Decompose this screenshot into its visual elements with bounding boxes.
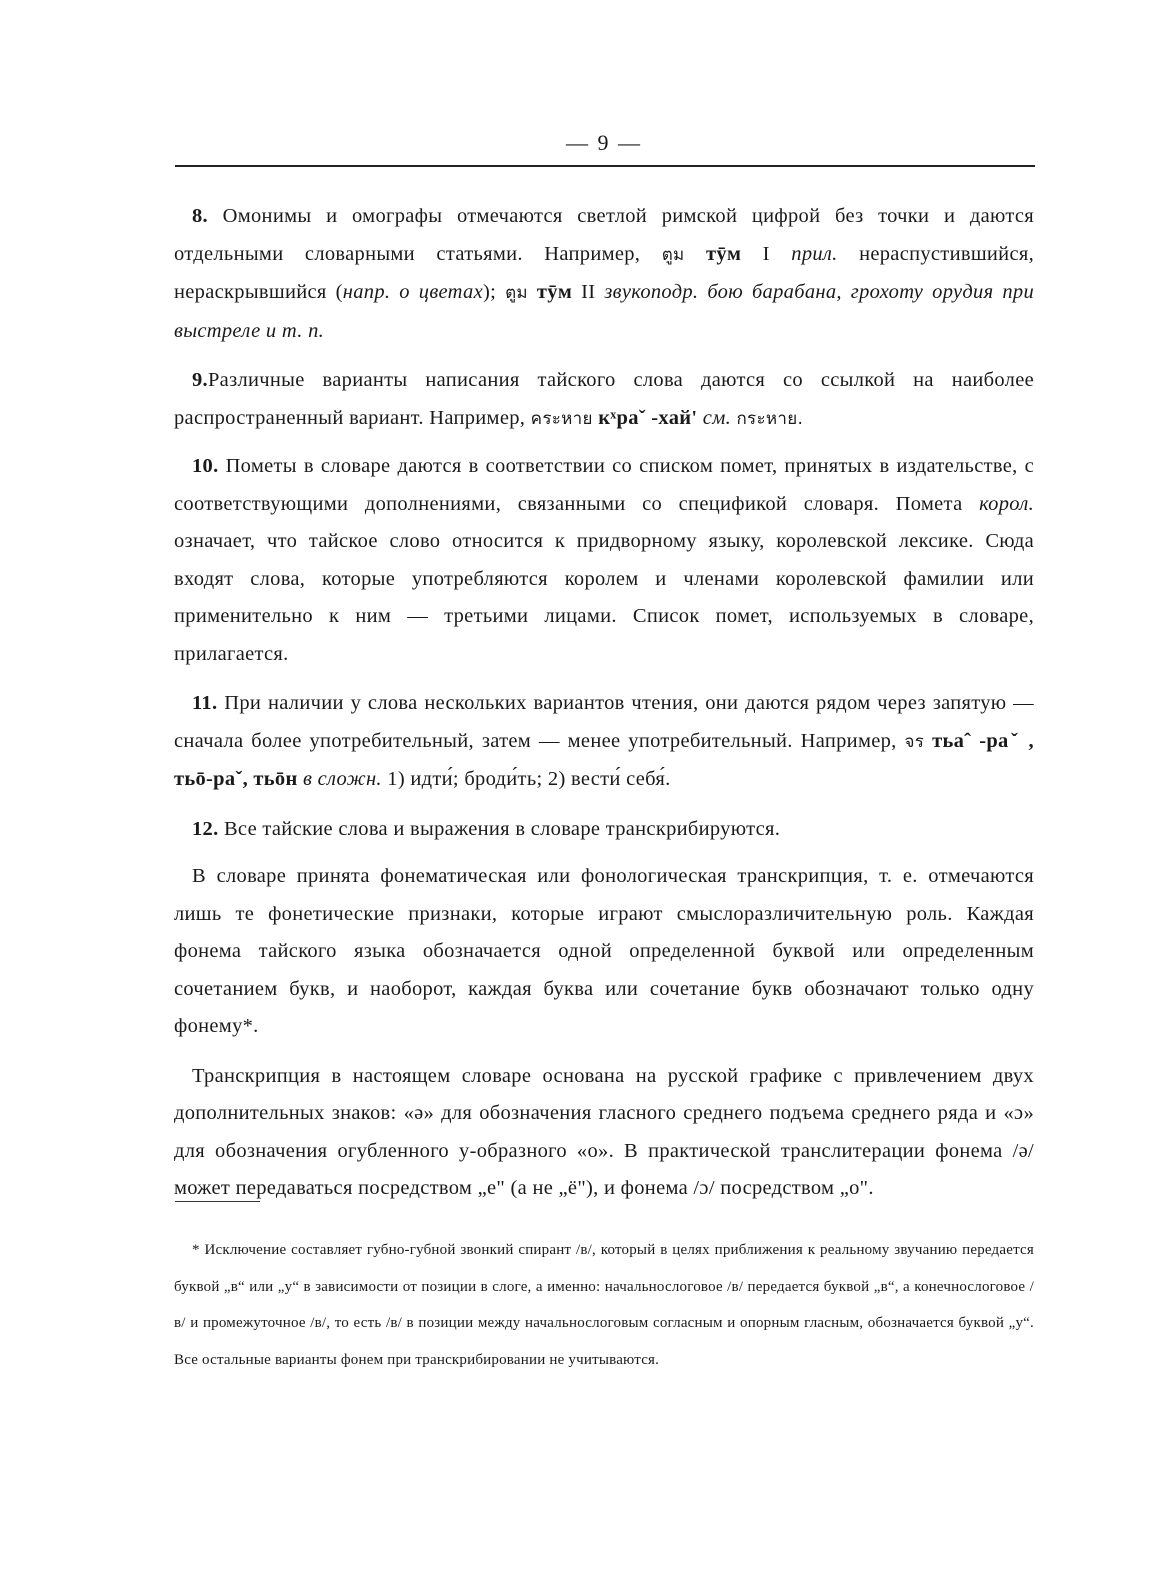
paragraph-text: Омонимы и омографы отмечаются светлой римской цифрой без точки и даются отдельными словарными статьями. Например,	[174, 205, 1034, 265]
paragraph-8	[174, 198, 1034, 350]
usage-mark: напр. о цветах	[342, 281, 483, 303]
transcription: кˣраˇ -хай'	[592, 406, 698, 429]
thai-word: จร	[904, 731, 925, 752]
header-rule	[175, 165, 1035, 167]
paragraph-number: 12.	[192, 817, 219, 840]
paragraph-number: 9.	[192, 369, 208, 391]
reference-mark: см.	[697, 406, 732, 429]
paragraph-text: );	[482, 281, 506, 303]
paragraph-graphics: Транскрипция в настоящем словаре основана на русской графике с привлечением двух дополнительных знаков: «ə» для обозначения гласного среднего подъема среднего ряда и «ɔ» для обозначения огубленного у-образного «о». В практической транслитерации фонема /ə/ может передаваться посредством „е" (а не „ё"), и фонема /ɔ/ посредством „о".	[174, 1064, 1034, 1199]
transcription: тӯм	[684, 242, 742, 265]
footnote	[174, 1232, 1034, 1378]
paragraph-transcription: В словаре принята фонематическая или фонологическая транскрипция, т. е. отмечаются лишь те фонетические признаки, которые играют смыслоразличительную роль. Каждая фонема тайского языка обозначается одной определенной буквой или определенным сочетанием букв, и наоборот, каждая буква или сочетание букв обозначают только одну фонему*.	[174, 865, 1034, 1037]
paragraph-text: I	[741, 242, 792, 265]
thai-word: ตูม	[505, 283, 528, 303]
footnote-text: * Исключение составляет губно-губной звонкий спирант /в/, который в целях приближения к реальному звучанию передается буквой „в“ или „у“ в зависимости от позиции в слоге, а именно: начальнослоговое /в/ передается буквой „в“, а конечнослоговое /в/ и промежуточное /в/, то есть /в/ в позиции между начальнослоговым согласным и опорным гласным, обозначается буквой „у“. Все остальные варианты фонем при транскрибировании не учитываются.	[174, 1242, 1034, 1368]
transcription: тьаˆ -раˇ , тьō-раˇ, тьōн	[174, 729, 1034, 790]
paragraph-12	[174, 811, 1034, 849]
footnote-rule	[175, 1201, 260, 1202]
main-text	[174, 198, 1034, 1220]
paragraph-text: II	[572, 281, 605, 303]
paragraph-text: При наличии у слова нескольких вариантов чтения, они даются рядом через запятую — сначала более употребительный, затем — менее употребительный. Например,	[174, 692, 1034, 752]
page-number: — 9 —	[566, 130, 642, 155]
paragraph-text: нераспустившийся, нераскрывшийся (	[174, 242, 1034, 303]
paragraph-10	[174, 448, 1034, 673]
transcription: тӯм	[527, 281, 573, 303]
paragraph-text: Различные варианты написания тайского слова даются со ссылкой на наиболее распространенный вариант. Например,	[174, 369, 1034, 429]
thai-word: ตูม	[661, 244, 685, 265]
paragraph-text: Все тайские слова и выражения в словаре транскрибируются.	[218, 817, 781, 840]
thai-word: กระหาย.	[736, 408, 804, 429]
paragraph-number: 8.	[192, 205, 208, 227]
paragraph-9	[174, 362, 1034, 438]
paragraph-number: 10.	[192, 455, 219, 477]
paragraph-number: 11.	[192, 692, 218, 714]
usage-mark: в сложн.	[297, 768, 382, 790]
usage-mark: корол.	[979, 492, 1034, 515]
paragraph-11	[174, 685, 1034, 799]
paragraph-text: 1) идти́; броди́ть; 2) вести́ себя́.	[381, 768, 671, 790]
definition-text: звукоподр. бою барабана, грохоту орудия при выстреле и т. п.	[174, 281, 1035, 342]
paragraph-text: означает, что тайское слово относится к придворному языку, королевской лексике. Сюда входят слова, которые употребляются королем и членами королевской фамилии или применительно к ним — третьими лицами. Список помет, используемых в словаре, прилагается.	[174, 530, 1034, 665]
thai-word: คระหาย	[530, 408, 593, 429]
paragraph-text: Пометы в словаре даются в соответствии со списком помет, принятых в издательстве, с соответствующими дополнениями, связанными со спецификой словаря. Помета	[174, 455, 1034, 515]
grammar-mark: прил.	[791, 242, 838, 265]
